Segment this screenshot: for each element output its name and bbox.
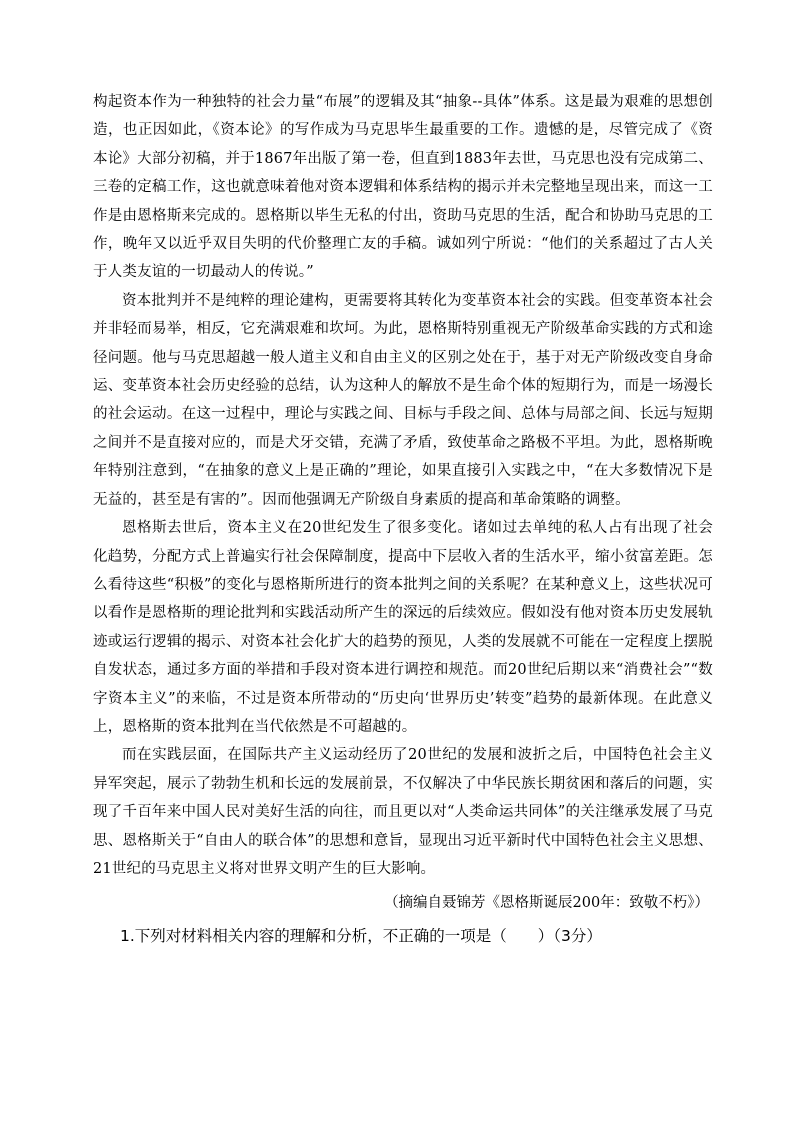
document-page — [93, 88, 713, 950]
passage-paragraph: 构起资本作为一种独特的社会力量“布展”的逻辑及其“抽象--具体”体系。这是最为艰难的思想创造，也正因如此，《资本论》的写作成为马克思毕生最重要的工作。遗憾的是，尽管完成了《资本论》大部分初稿，并于1867年出版了第一卷，但直到1883年去世，马克思也没有完成第二、三卷的定稿工作，这也就意味着他对资本逻辑和体系结构的揭示并未完整地呈现出来，而这一工作是由恩格斯来完成的。恩格斯以毕生无私的付出，资助马克思的生活，配合和协助马克思的工作，晚年又以近乎双目失明的代价整理亡友的手稿。诚如列宁所说：“他们的关系超过了古人关于人类友谊的一切最动人的传说。” — [93, 94, 713, 281]
passage-paragraph: 而在实践层面，在国际共产主义运动经历了20世纪的发展和波折之后，中国特色社会主义异军突起，展示了勃勃生机和长远的发展前景，不仅解决了中华民族长期贫困和落后的问题，实现了千百年来中国人民对美好生活的向往，而且更以对“人类命运共同体”的关注继承发展了马克思、恩格斯关于“自由人的联合体”的思想和意旨，显现出习近平新时代中国特色社会主义思想、21世纪的马克思主义将对世界文明产生的巨大影响。 — [93, 747, 713, 877]
source-attribution: （摘编自聂锦芳《恩格斯诞辰200年：致敬不朽》） — [384, 895, 709, 912]
question-text: 1.下列对材料相关内容的理解和分析，不正确的一项是（ ）（3分） — [120, 926, 602, 945]
passage-paragraph: 恩格斯去世后，资本主义在20世纪发生了很多变化。诸如过去单纯的私人占有出现了社会化趋势，分配方式上普遍实行社会保障制度，提高中下层收入者的生活水平，缩小贫富差距。怎么看待这些“积极”的变化与恩格斯所进行的资本批判之间的关系呢？在某种意义上，这些状况可以看作是恩格斯的理论批判和实践活动所产生的深远的后续效应。假如没有他对资本历史发展轨迹或运行逻辑的揭示、对资本社会化扩大的趋势的预见，人类的发展就不可能在一定程度上摆脱自发状态，通过多方面的举措和手段对资本进行调控和规范。而20世纪后期以来“消费社会”“数字资本主义”的来临，不过是资本所带动的“历史向‘世界历史’转变”趋势的最新体现。在此意义上，恩格斯的资本批判在当代依然是不可超越的。 — [93, 520, 713, 735]
passage-paragraph: 资本批判并不是纯粹的理论建构，更需要将其转化为变革资本社会的实践。但变革资本社会并非轻而易举，相反，它充满艰难和坎坷。为此，恩格斯特别重视无产阶级革命实践的方式和途径问题。他与马克思超越一般人道主义和自由主义的区别之处在于，基于对无产阶级改变自身命运、变革资本社会历史经验的总结，认为这种人的解放不是生命个体的短期行为，而是一场漫长的社会运动。在这一过程中，理论与实践之间、目标与手段之间、总体与局部之间、长远与短期之间并不是直接对应的，而是犬牙交错，充满了矛盾，致使革命之路极不平坦。为此，恩格斯晚年特别注意到，“在抽象的意义上是正确的”理论，如果直接引入实践之中，“在大多数情况下是无益的，甚至是有害的”。因而他强调无产阶级自身素质的提高和革命策略的调整。 — [93, 292, 713, 508]
